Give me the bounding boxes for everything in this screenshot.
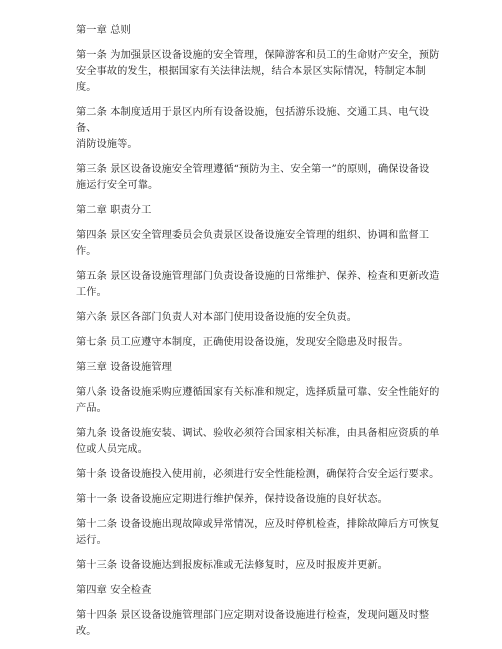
- article-paragraph: 第二条 本制度适用于景区内所有设备设施，包括游乐设施、交通工具、电气设备、 消防设施等。: [76, 107, 430, 150]
- document-page: [76, 23, 446, 640]
- article-paragraph: 第十一条 设备设施应定期进行维护保养，保持设备设施的良好状态。: [76, 494, 388, 505]
- article-paragraph: 第四条 景区安全管理委员会负责景区设备设施安全管理的组织、协调和监督工作。: [76, 230, 430, 257]
- chapter-heading: 第四章 安全检查: [76, 585, 152, 596]
- article-paragraph: 第三条 景区设备设施安全管理遵循“预防为主、安全第一”的原则，确保设备设 施运行安全可靠。: [76, 164, 430, 191]
- article-paragraph: 第十四条 景区设备设施管理部门应定期对设备设施进行检查，发现问题及时整改。: [76, 610, 430, 637]
- chapter-heading: 第一章 总则: [76, 25, 131, 36]
- article-paragraph: 第十条 设备设施投入使用前，必须进行安全性能检测，确保符合安全运行要求。: [76, 469, 440, 480]
- article-paragraph: 第一条 为加强景区设备设施的安全管理，保障游客和员工的生命财产安全，预防 安全事故的发生，根据国家有关法律法规，结合本景区实际情况，特制定本制度。: [76, 50, 440, 93]
- article-paragraph: 第八条 设备设施采购应遵循国家有关标准和规定，选择质量可靠、安全性能好的 产品。: [76, 387, 440, 414]
- article-paragraph: 第七条 员工应遵守本制度，正确使用设备设施，发现安全隐患及时报告。: [76, 337, 409, 348]
- article-paragraph: 第六条 景区各部门负责人对本部门使用设备设施的安全负责。: [76, 312, 358, 323]
- article-paragraph: 第十二条 设备设施出现故障或异常情况，应及时停机检查，排除故障后方可恢复 运行。: [76, 519, 440, 546]
- chapter-heading: 第二章 职责分工: [76, 205, 152, 216]
- article-paragraph: 第十三条 设备设施达到报废标准或无法修复时，应及时报废并更新。: [76, 560, 388, 571]
- chapter-heading: 第三章 设备设施管理: [76, 362, 172, 373]
- article-paragraph: 第五条 景区设备设施管理部门负责设备设施的日常维护、保养、检查和更新改造 工作。: [76, 271, 440, 298]
- article-paragraph: 第九条 设备设施安装、调试、验收必须符合国家相关标准，由具备相应资质的单 位或人员完成。: [76, 428, 440, 455]
